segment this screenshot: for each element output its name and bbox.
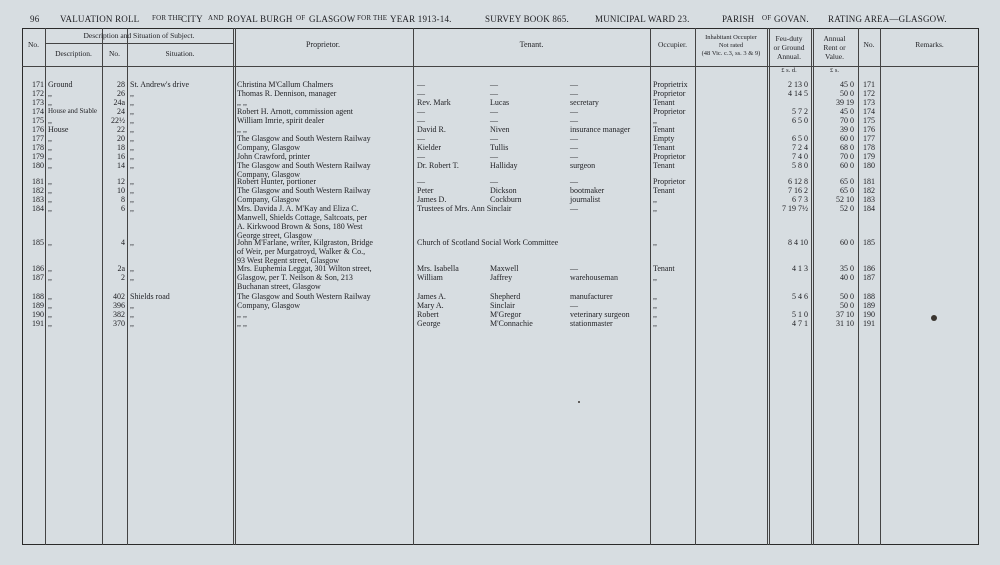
- row-situation: ,,: [130, 89, 134, 98]
- col-no3: No.: [863, 40, 875, 49]
- row-occupier: Proprietrix: [653, 80, 688, 89]
- row-number: 22½: [111, 116, 125, 125]
- row-situation: ,,: [130, 264, 134, 273]
- row-no: 171: [32, 80, 44, 89]
- row-annual-rent: 40 0: [840, 273, 854, 282]
- row-tenant-occupation: insurance manager: [570, 125, 631, 134]
- row-tenant-occupation: —: [570, 264, 578, 273]
- row-occupier: Empty: [653, 134, 675, 143]
- col-rent-1: Annual: [823, 34, 846, 43]
- row-situation: ,,: [130, 98, 134, 107]
- row-occupier: Tenant: [653, 264, 675, 273]
- row-number: 370: [113, 319, 125, 328]
- row-no: 190: [32, 310, 44, 319]
- survey-book: SURVEY BOOK 865.: [485, 14, 569, 24]
- row-occupier: Proprietor: [653, 152, 686, 161]
- col-proprietor: Proprietor.: [306, 40, 340, 49]
- row-number: 382: [113, 310, 125, 319]
- municipal-ward: MUNICIPAL WARD 23.: [595, 14, 690, 24]
- row-situation: ,,: [130, 319, 134, 328]
- row-proprietor: The Glasgow and South Western Railway: [237, 161, 371, 170]
- row-proprietor: The Glasgow and South Western Railway: [237, 134, 371, 143]
- row-occupier: Proprietor: [653, 107, 686, 116]
- row-feu-duty: 4 7 1: [792, 319, 808, 328]
- row-proprietor-continued: Glasgow, per T. Neilson & Son, 213: [237, 273, 353, 282]
- row-situation: ,,: [130, 134, 134, 143]
- row-no-right: 185: [863, 238, 875, 247]
- col-feu-1: Feu-duty: [775, 34, 803, 43]
- row-no-right: 173: [863, 98, 875, 107]
- row-tenant-surname: Lucas: [490, 98, 510, 107]
- row-tenant-surname: —: [490, 152, 498, 161]
- roll-title-b: FOR THE: [152, 14, 183, 22]
- row-no: 180: [32, 161, 44, 170]
- row-tenant-occupation: —: [570, 152, 578, 161]
- col-rent-2: Rent or: [823, 43, 846, 52]
- row-tenant-occupation: —: [570, 134, 578, 143]
- row-number: 4: [121, 238, 125, 247]
- row-situation: ,,: [130, 125, 134, 134]
- row-no-right: 172: [863, 89, 875, 98]
- row-no: 185: [32, 238, 44, 247]
- row-annual-rent: 60 0: [840, 238, 854, 247]
- row-annual-rent: 39 0: [840, 125, 854, 134]
- row-feu-duty: 5 1 0: [792, 310, 808, 319]
- row-annual-rent: 50 0: [840, 89, 854, 98]
- row-number: 28: [117, 80, 125, 89]
- roll-title-c: CITY: [181, 14, 203, 24]
- row-tenant-occupation: —: [570, 301, 578, 310]
- row-tenant-occupation: journalist: [570, 195, 601, 204]
- row-tenant-first: Rev. Mark: [417, 98, 451, 107]
- row-proprietor-continued: Company, Glasgow: [237, 170, 301, 179]
- row-tenant-first: Dr. Robert T.: [417, 161, 459, 170]
- row-tenant-first: Kielder: [417, 143, 441, 152]
- row-feu-duty: 6 5 0: [792, 134, 808, 143]
- row-description: House: [48, 125, 69, 134]
- row-tenant-occupation: —: [570, 89, 578, 98]
- row-tenant-first: Trustees of Mrs. Ann Sinclair: [417, 204, 512, 213]
- row-tenant-occupation: —: [570, 116, 578, 125]
- row-situation: St. Andrew's drive: [130, 80, 189, 89]
- row-number: 6: [121, 204, 125, 213]
- row-tenant-surname: —: [490, 116, 498, 125]
- col-no: No.: [27, 40, 40, 49]
- rent-units: £ s.: [829, 67, 840, 74]
- row-proprietor-continued: A. Kirkwood Brown & Sons, 180 West: [237, 222, 363, 231]
- row-feu-duty: 6 7 3: [792, 195, 808, 204]
- roll-title-a: VALUATION ROLL: [60, 14, 140, 24]
- row-tenant-first: —: [417, 177, 425, 186]
- row-feu-duty: 7 2 4: [792, 143, 808, 152]
- row-no: 173: [32, 98, 44, 107]
- row-tenant-first: Mary A.: [417, 301, 444, 310]
- row-number: 396: [113, 301, 125, 310]
- row-tenant-occupation: —: [570, 177, 578, 186]
- row-proprietor: John M'Farlane, writer, Kilgraston, Bridge: [237, 238, 373, 247]
- row-tenant-surname: —: [490, 177, 498, 186]
- row-situation: ,,: [130, 152, 134, 161]
- row-number: 10: [117, 186, 125, 195]
- row-proprietor-continued: Manwell, Shields Cottage, Saltcoats, per: [237, 213, 367, 222]
- row-annual-rent: 50 0: [840, 301, 854, 310]
- row-tenant-occupation: veterinary surgeon: [570, 310, 630, 319]
- row-tenant-first: —: [417, 80, 425, 89]
- row-number: 14: [117, 161, 125, 170]
- col-situation: Situation.: [165, 49, 195, 58]
- col-no2: No.: [108, 49, 121, 58]
- row-no: 182: [32, 186, 44, 195]
- row-situation: ,,: [130, 195, 134, 204]
- row-description: ,,: [48, 134, 52, 143]
- row-annual-rent: 70 0: [840, 152, 854, 161]
- row-proprietor: Mrs. Davida J. A. M'Kay and Eliza C.: [237, 204, 359, 213]
- row-tenant-occupation: —: [570, 143, 578, 152]
- row-no: 178: [32, 143, 44, 152]
- row-annual-rent: 70 0: [840, 116, 854, 125]
- row-description: ,,: [48, 292, 52, 301]
- row-number: 2: [121, 273, 125, 282]
- row-description: ,,: [48, 152, 52, 161]
- row-situation: ,,: [130, 161, 134, 170]
- row-occupier: ,,: [653, 292, 657, 301]
- roll-title-f: OF: [296, 14, 306, 22]
- row-occupier: ,,: [653, 195, 657, 204]
- row-occupier: Proprietor: [653, 177, 686, 186]
- row-number: 20: [117, 134, 125, 143]
- row-number: 18: [117, 143, 125, 152]
- row-proprietor-continued: Buchanan street, Glasgow: [237, 282, 321, 291]
- row-proprietor: Robert Hunter, portioner: [237, 177, 316, 186]
- row-situation: ,,: [130, 238, 134, 247]
- row-no-right: 177: [863, 134, 875, 143]
- row-description: ,,: [48, 238, 52, 247]
- row-proprietor-continued: Company, Glasgow: [237, 195, 301, 204]
- row-no-right: 181: [863, 177, 875, 186]
- row-no: 181: [32, 177, 44, 186]
- row-tenant-occupation: manufacturer: [570, 292, 613, 301]
- row-tenant-surname: Cockburn: [490, 195, 522, 204]
- row-number: 8: [121, 195, 125, 204]
- row-feu-duty: 5 7 2: [792, 107, 808, 116]
- row-no-right: 171: [863, 80, 875, 89]
- row-occupier: Tenant: [653, 125, 675, 134]
- row-tenant-surname: Tullis: [490, 143, 509, 152]
- col-description: Description.: [55, 49, 92, 58]
- row-tenant-surname: —: [490, 134, 498, 143]
- row-no: 189: [32, 301, 44, 310]
- row-no: 174: [32, 107, 44, 116]
- row-proprietor: William Imrie, spirit dealer: [237, 116, 325, 125]
- row-annual-rent: 31 10: [836, 319, 854, 328]
- row-description: ,,: [48, 273, 52, 282]
- row-feu-duty: 4 1 3: [792, 264, 808, 273]
- roll-title-g: GLASGOW: [309, 14, 356, 24]
- row-proprietor: ,, ,,: [237, 319, 247, 328]
- row-occupier: Tenant: [653, 186, 675, 195]
- row-annual-rent: 37 10: [836, 310, 854, 319]
- row-annual-rent: 60 0: [840, 134, 854, 143]
- row-tenant-surname: Niven: [490, 125, 510, 134]
- row-occupier: Proprietor: [653, 89, 686, 98]
- row-number: 24a: [113, 98, 125, 107]
- row-no-right: 174: [863, 107, 875, 116]
- row-no-right: 183: [863, 195, 875, 204]
- col-rent-3: Value.: [825, 52, 844, 61]
- row-tenant-first: —: [417, 89, 425, 98]
- row-proprietor-continued: 93 West Regent street, Glasgow: [237, 256, 340, 265]
- parish-b: OF: [762, 14, 772, 22]
- row-description: House and Stable: [48, 107, 97, 115]
- row-proprietor-continued: Company, Glasgow: [237, 301, 301, 310]
- row-tenant-surname: M'Connachie: [490, 319, 533, 328]
- ink-blot: [931, 315, 937, 321]
- row-no-right: 191: [863, 319, 875, 328]
- row-description: ,,: [48, 186, 52, 195]
- row-feu-duty: 4 14 5: [788, 89, 808, 98]
- row-number: 2a: [117, 264, 125, 273]
- row-occupier: ,,: [653, 301, 657, 310]
- row-feu-duty: 2 13 0: [788, 80, 808, 89]
- row-proprietor: ,, ,,: [237, 125, 247, 134]
- row-no: 175: [32, 116, 44, 125]
- col-desc-group: Description and Situation of Subject.: [83, 31, 195, 40]
- row-no-right: 188: [863, 292, 875, 301]
- row-proprietor: ,, ,,: [237, 310, 247, 319]
- row-feu-duty: 5 8 0: [792, 161, 808, 170]
- row-feu-duty: 8 4 10: [788, 238, 808, 247]
- row-tenant-surname: Shepherd: [490, 292, 521, 301]
- row-number: 26: [117, 89, 125, 98]
- row-no-right: 180: [863, 161, 875, 170]
- row-no-right: 187: [863, 273, 875, 282]
- row-tenant-first: —: [417, 116, 425, 125]
- row-occupier: ,,: [653, 204, 657, 213]
- row-tenant-first: Peter: [417, 186, 434, 195]
- row-tenant-surname: —: [490, 89, 498, 98]
- row-tenant-first: David R.: [417, 125, 446, 134]
- row-tenant-first: —: [417, 152, 425, 161]
- roll-title-e: ROYAL BURGH: [227, 14, 293, 24]
- row-proprietor-continued: Company, Glasgow: [237, 143, 301, 152]
- row-annual-rent: 65 0: [840, 177, 854, 186]
- row-situation: ,,: [130, 310, 134, 319]
- row-tenant-occupation: bootmaker: [570, 186, 605, 195]
- row-number: 24: [117, 107, 125, 116]
- row-no-right: 179: [863, 152, 875, 161]
- row-situation: Shields road: [130, 292, 170, 301]
- col-inhabitant-1: Inhabitant Occupier: [705, 34, 757, 41]
- row-description: ,,: [48, 319, 52, 328]
- row-description: Ground: [48, 80, 73, 89]
- row-description: ,,: [48, 89, 52, 98]
- row-feu-duty: 6 5 0: [792, 116, 808, 125]
- parish-a: PARISH: [722, 14, 755, 24]
- row-no-right: 184: [863, 204, 875, 213]
- row-occupier: ,,: [653, 319, 657, 328]
- row-tenant-surname: —: [490, 80, 498, 89]
- row-annual-rent: 45 0: [840, 80, 854, 89]
- row-annual-rent: 45 0: [840, 107, 854, 116]
- row-proprietor: Thomas R. Dennison, manager: [237, 89, 337, 98]
- row-no: 186: [32, 264, 44, 273]
- row-description: ,,: [48, 264, 52, 273]
- row-tenant-occupation: —: [570, 80, 578, 89]
- row-tenant-surname: Jaffrey: [490, 273, 513, 282]
- row-no: 184: [32, 204, 44, 213]
- parish-c: GOVAN.: [774, 14, 809, 24]
- row-proprietor: John Crawford, printer: [237, 152, 311, 161]
- row-feu-duty: 7 4 0: [792, 152, 808, 161]
- page-number: 96: [30, 14, 40, 24]
- row-tenant-occupation: —: [570, 107, 578, 116]
- row-no-right: 175: [863, 116, 875, 125]
- row-tenant-first: —: [417, 134, 425, 143]
- row-tenant-occupation: —: [570, 204, 578, 213]
- row-situation: ,,: [130, 301, 134, 310]
- row-description: ,,: [48, 195, 52, 204]
- row-occupier: Tenant: [653, 161, 675, 170]
- row-occupier: ,,: [653, 116, 657, 125]
- row-proprietor: Christina M'Callum Chalmers: [237, 80, 334, 89]
- col-feu-2: or Ground: [773, 43, 805, 52]
- rating-area: RATING AREA—GLASGOW.: [828, 14, 947, 24]
- row-annual-rent: 65 0: [840, 186, 854, 195]
- col-remarks: Remarks.: [915, 40, 944, 49]
- row-tenant-first: James A.: [417, 292, 446, 301]
- row-occupier: ,,: [653, 273, 657, 282]
- row-tenant-first: James D.: [417, 195, 447, 204]
- row-no-right: 189: [863, 301, 875, 310]
- feu-units: £ s. d.: [781, 67, 797, 74]
- col-feu-3: Annual.: [777, 52, 801, 61]
- row-proprietor: Mrs. Euphemia Leggat, 301 Wilton street,: [237, 264, 372, 273]
- roll-title-d: AND: [208, 14, 224, 22]
- row-situation: ,,: [130, 273, 134, 282]
- row-no: 191: [32, 319, 44, 328]
- row-situation: ,,: [130, 116, 134, 125]
- row-number: 22: [117, 125, 125, 134]
- roll-title-i: YEAR 1913-14.: [390, 14, 452, 24]
- row-no-right: 182: [863, 186, 875, 195]
- row-proprietor: The Glasgow and South Western Railway: [237, 186, 371, 195]
- row-no-right: 190: [863, 310, 875, 319]
- row-no: 177: [32, 134, 44, 143]
- row-feu-duty: 6 12 8: [788, 177, 808, 186]
- row-tenant-first: Mrs. Isabella: [417, 264, 459, 273]
- row-tenant-first: Church of Scotland Social Work Committee: [417, 238, 559, 247]
- row-situation: ,,: [130, 186, 134, 195]
- row-no: 183: [32, 195, 44, 204]
- row-proprietor: Robert H. Arnott, commission agent: [237, 107, 353, 116]
- row-no: 187: [32, 273, 44, 282]
- row-tenant-surname: Maxwell: [490, 264, 519, 273]
- row-occupier: Tenant: [653, 143, 675, 152]
- row-feu-duty: 5 4 6: [792, 292, 808, 301]
- roll-title-h: FOR THE: [357, 14, 388, 22]
- row-situation: ,,: [130, 107, 134, 116]
- row-description: ,,: [48, 310, 52, 319]
- row-annual-rent: 68 0: [840, 143, 854, 152]
- row-annual-rent: 52 0: [840, 204, 854, 213]
- page-header: [0, 14, 1000, 28]
- row-annual-rent: 52 10: [836, 195, 854, 204]
- row-tenant-occupation: surgeon: [570, 161, 596, 170]
- row-no: 188: [32, 292, 44, 301]
- col-occupier: Occupier.: [658, 40, 687, 49]
- row-situation: ,,: [130, 177, 134, 186]
- row-no-right: 178: [863, 143, 875, 152]
- row-tenant-first: William: [417, 273, 443, 282]
- row-description: ,,: [48, 301, 52, 310]
- row-description: ,,: [48, 177, 52, 186]
- row-annual-rent: 60 0: [840, 161, 854, 170]
- row-annual-rent: 50 0: [840, 292, 854, 301]
- row-tenant-surname: —: [490, 107, 498, 116]
- row-annual-rent: 39 19: [836, 98, 854, 107]
- row-tenant-first: Robert: [417, 310, 439, 319]
- row-no: 179: [32, 152, 44, 161]
- row-no: 176: [32, 125, 44, 134]
- row-tenant-surname: Sinclair: [490, 301, 515, 310]
- row-no: 172: [32, 89, 44, 98]
- row-description: ,,: [48, 116, 52, 125]
- row-tenant-surname: Halliday: [490, 161, 518, 170]
- row-proprietor-continued: of Weir, per Murgatroyd, Walker & Co.,: [237, 247, 366, 256]
- row-proprietor: ,, ,,: [237, 98, 247, 107]
- col-inhabitant-3: (48 Vic. c.3, ss. 3 & 9): [701, 50, 761, 57]
- row-annual-rent: 35 0: [840, 264, 854, 273]
- row-situation: ,,: [130, 143, 134, 152]
- col-inhabitant-2: Not rated: [718, 42, 744, 49]
- row-feu-duty: 7 16 2: [788, 186, 808, 195]
- row-no-right: 176: [863, 125, 875, 134]
- row-occupier: ,,: [653, 310, 657, 319]
- row-tenant-occupation: stationmaster: [570, 319, 613, 328]
- row-tenant-surname: Dickson: [490, 186, 517, 195]
- row-occupier: ,,: [653, 238, 657, 247]
- row-tenant-first: George: [417, 319, 441, 328]
- row-description: ,,: [48, 98, 52, 107]
- row-tenant-occupation: secretary: [570, 98, 599, 107]
- row-occupier: Tenant: [653, 98, 675, 107]
- row-tenant-occupation: warehouseman: [570, 273, 618, 282]
- row-no-right: 186: [863, 264, 875, 273]
- row-description: ,,: [48, 161, 52, 170]
- row-number: 12: [117, 177, 125, 186]
- row-number: 402: [113, 292, 125, 301]
- row-proprietor-continued: George street, Glasgow: [237, 231, 313, 240]
- row-feu-duty: 7 19 7½: [782, 204, 808, 213]
- row-situation: ,,: [130, 204, 134, 213]
- row-tenant-surname: M'Gregor: [490, 310, 522, 319]
- col-tenant: Tenant.: [519, 40, 544, 49]
- row-proprietor: The Glasgow and South Western Railway: [237, 292, 371, 301]
- row-description: ,,: [48, 204, 52, 213]
- row-tenant-first: —: [417, 107, 425, 116]
- row-number: 16: [117, 152, 125, 161]
- ink-speck: [578, 401, 580, 403]
- row-description: ,,: [48, 143, 52, 152]
